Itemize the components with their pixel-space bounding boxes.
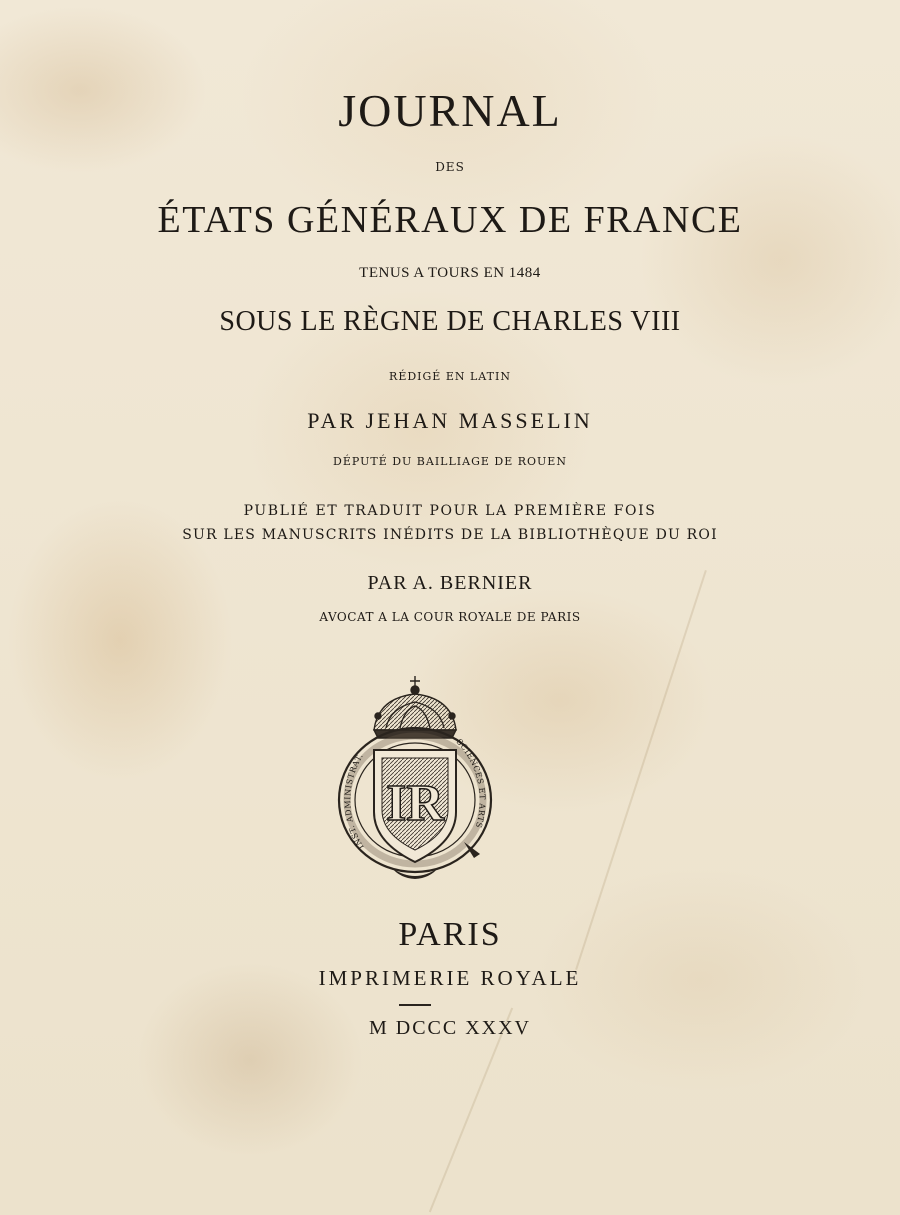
royal-crest-icon [334, 672, 496, 884]
subtitle-tenus: TENUS A TOURS EN 1484 [359, 265, 541, 281]
publication-note-1: PUBLIÉ ET TRADUIT POUR LA PREMIÈRE FOIS [243, 503, 657, 519]
paper-crease [575, 570, 707, 970]
title-des: DES [435, 160, 465, 174]
translator-role: AVOCAT A LA COUR ROYALE DE PARIS [319, 610, 581, 624]
imprint-printer: IMPRIMERIE ROYALE [318, 966, 582, 990]
svg-text:INST. ADMINISTRAT.: INST. ADMINISTRAT. [343, 751, 366, 851]
translator-line: PAR A. BERNIER [367, 572, 533, 594]
author-role: DÉPUTÉ DU BAILLIAGE DE ROUEN [333, 455, 567, 468]
svg-text:SCIENCES ET ARTS: SCIENCES ET ARTS [454, 737, 487, 830]
title-etats-generaux: ÉTATS GÉNÉRAUX DE FRANCE [157, 199, 743, 241]
crest-monogram: IR [386, 775, 444, 832]
redige-line: RÉDIGÉ EN LATIN [389, 370, 511, 383]
imprint-divider [399, 1004, 431, 1006]
publication-note-2: SUR LES MANUSCRITS INÉDITS DE LA BIBLIOTHÈQUE DU ROI [182, 527, 718, 543]
author-line: PAR JEHAN MASSELIN [307, 408, 593, 433]
title-journal: JOURNAL [338, 85, 562, 136]
imprint-date: M DCCC XXXV [368, 1017, 532, 1039]
subtitle-regne: SOUS LE RÈGNE DE CHARLES VIII [219, 306, 681, 337]
imprint-city: PARIS [398, 916, 502, 953]
